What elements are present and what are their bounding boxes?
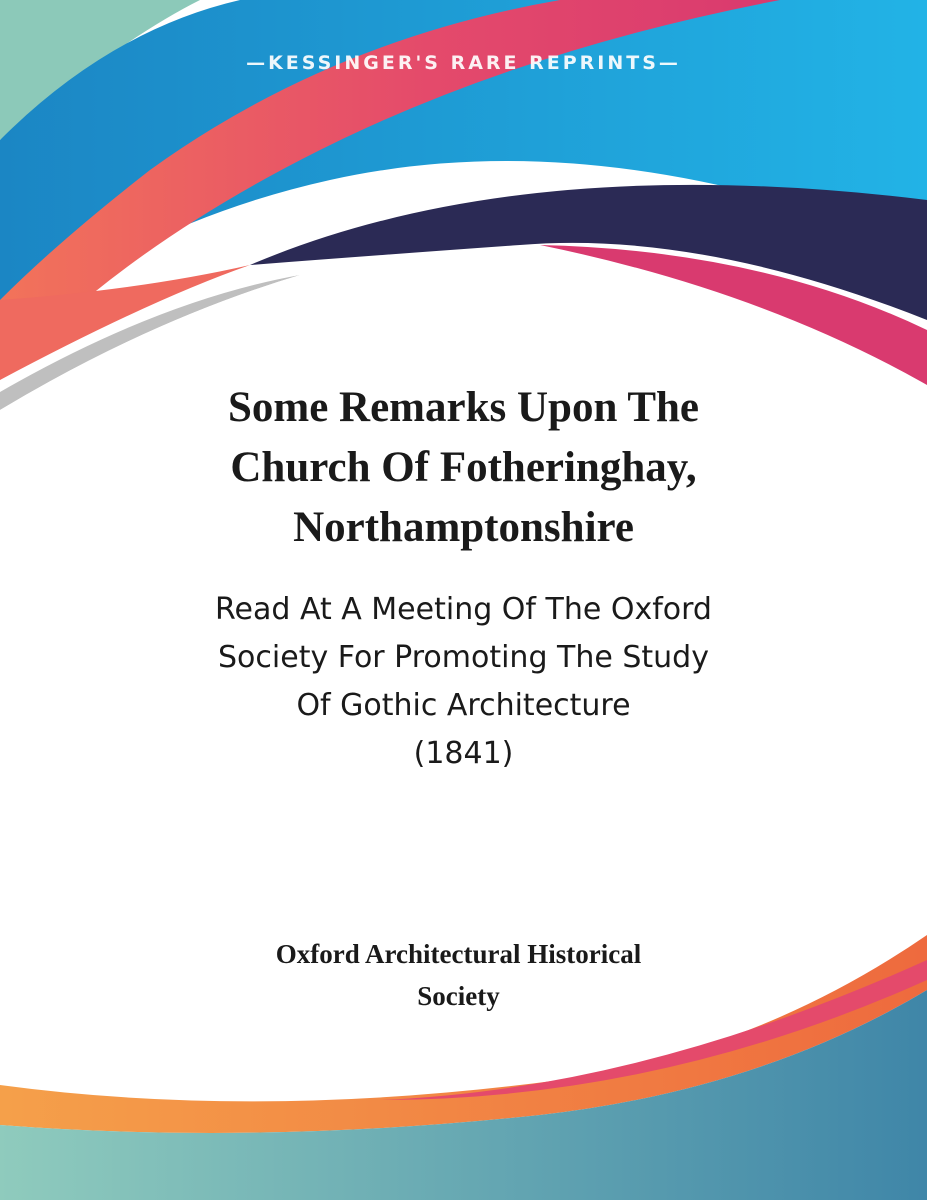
subtitle-line: Read At A Meeting Of The Oxford (215, 592, 712, 627)
book-author (60, 933, 857, 1017)
author-line: Oxford Architectural Historical (275, 939, 642, 969)
subtitle-line: (1841) (413, 736, 514, 771)
title-line: Church Of Fotheringhay, (230, 444, 697, 491)
author-line: Society (417, 981, 500, 1011)
book-subtitle (60, 586, 867, 778)
subtitle-line: Of Gothic Architecture (296, 688, 631, 723)
subtitle-line: Society For Promoting The Study (218, 640, 709, 675)
title-line: Some Remarks Upon The (227, 384, 700, 431)
series-banner: —KESSINGER'S RARE REPRINTS— (246, 52, 681, 74)
book-title (60, 378, 867, 558)
title-line: Northamptonshire (293, 504, 634, 551)
